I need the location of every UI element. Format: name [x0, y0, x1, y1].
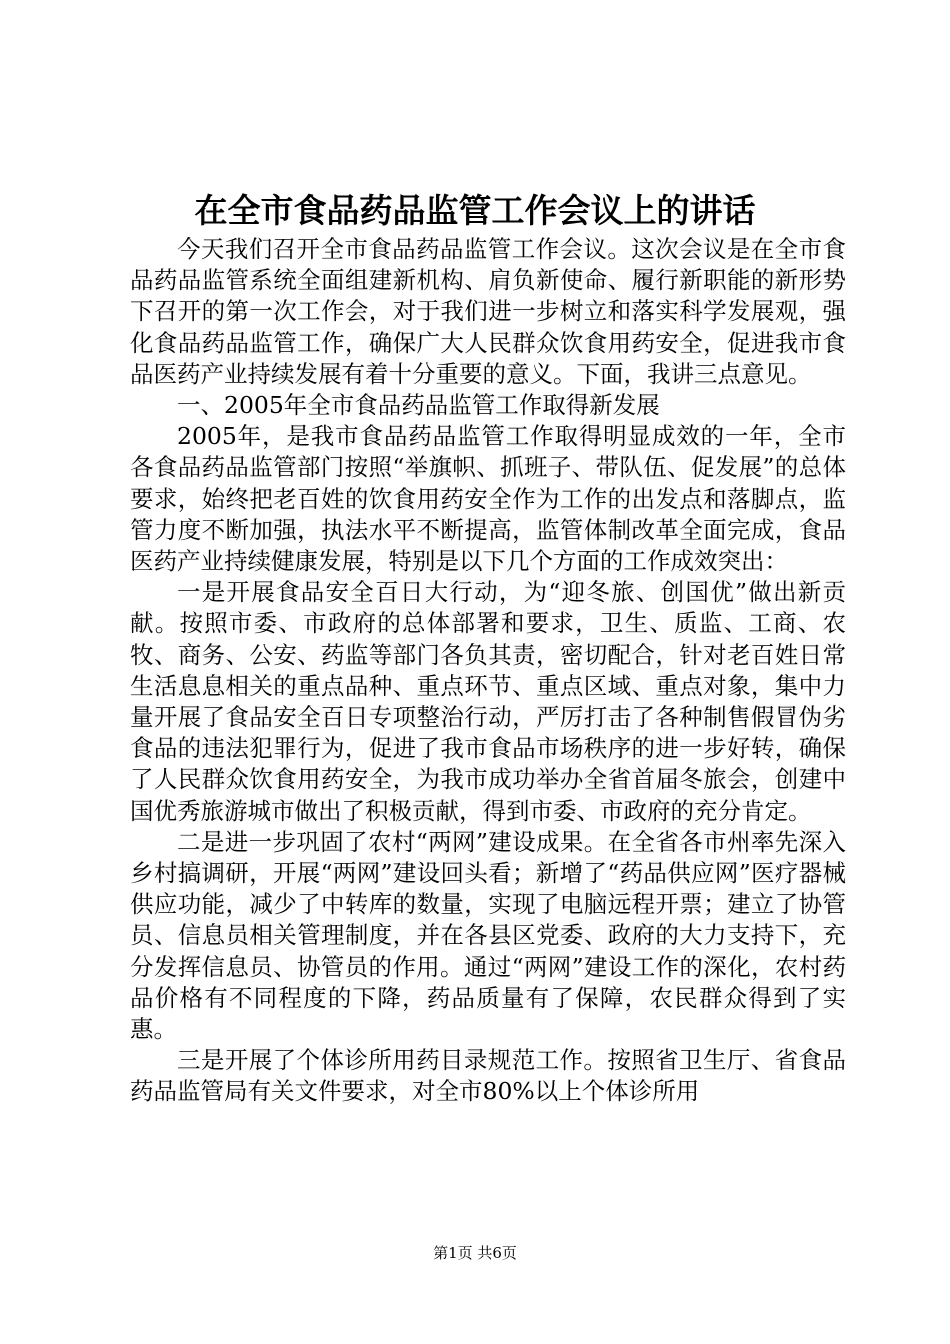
section-heading-1: 一、2005年全市食品药品监管工作取得新发展 — [177, 391, 660, 420]
document-title: 在全市食品药品监管工作会议上的讲话 — [194, 191, 756, 230]
paragraph-intro: 今天我们召开全市食品药品监管工作会议。这次会议是在全市食品药品监管系统全面组建新机构、肩负新使命、履行新职能的新形势下召开的第一次工作会，对于我们进一步树立和落实科学发展观，强化食品药品监管工作，确保广大人民群众饮食用药安全，促进我市食品医药产业持续发展有着十分重要的意义。下面，我讲三点意见。 — [130, 235, 846, 388]
document-body — [130, 234, 846, 1108]
paragraph-point-2: 二是进一步巩固了农村“两网”建设成果。在全省各市州率先深入乡村搞调研，开展“两网”建设回头看；新增了“药品供应网”医疗器械供应功能，减少了中转库的数量，实现了电脑远程开票；建立了协管员、信息员相关管理制度，并在各县区党委、政府的大力支持下，充分发挥信息员、协管员的作用。通过“两网”建设工作的深化，农村药品价格有不同程度的下降，药品质量有了保障，农民群众得到了实惠。 — [130, 827, 846, 1044]
paragraph-2005-summary: 2005年，是我市食品药品监管工作取得明显成效的一年，全市各食品药品监管部门按照“举旗帜、抓班子、带队伍、促发展”的总体要求，始终把老百姓的饮食用药安全作为工作的出发点和落脚点，监管力度不断加强，执法水平不断提高，监管体制改革全面完成，食品医药产业持续健康发展，特别是以下几个方面的工作成效突出： — [130, 422, 846, 576]
paragraph-point-3: 三是开展了个体诊所用药目录规范工作。按照省卫生厅、省食品药品监管局有关文件要求，对全市80%以上个体诊所用 — [130, 1046, 846, 1106]
page-footer: 第1页 共6页 — [433, 1244, 517, 1262]
paragraph-point-1: 一是开展食品安全百日大行动，为“迎冬旅、创国优”做出新贡献。按照市委、市政府的总体部署和要求，卫生、质监、工商、农牧、商务、公安、药监等部门各负其责，密切配合，针对老百姓日常生活息息相关的重点品种、重点环节、重点区域、重点对象，集中力量开展了食品安全百日专项整治行动，严厉打击了各种制售假冒伪劣食品的违法犯罪行为，促进了我市食品市场秩序的进一步好转，确保了人民群众饮食用药安全，为我市成功举办全省首届冬旅会，创建中国优秀旅游城市做出了积极贡献，得到市委、市政府的充分肯定。 — [130, 578, 846, 825]
